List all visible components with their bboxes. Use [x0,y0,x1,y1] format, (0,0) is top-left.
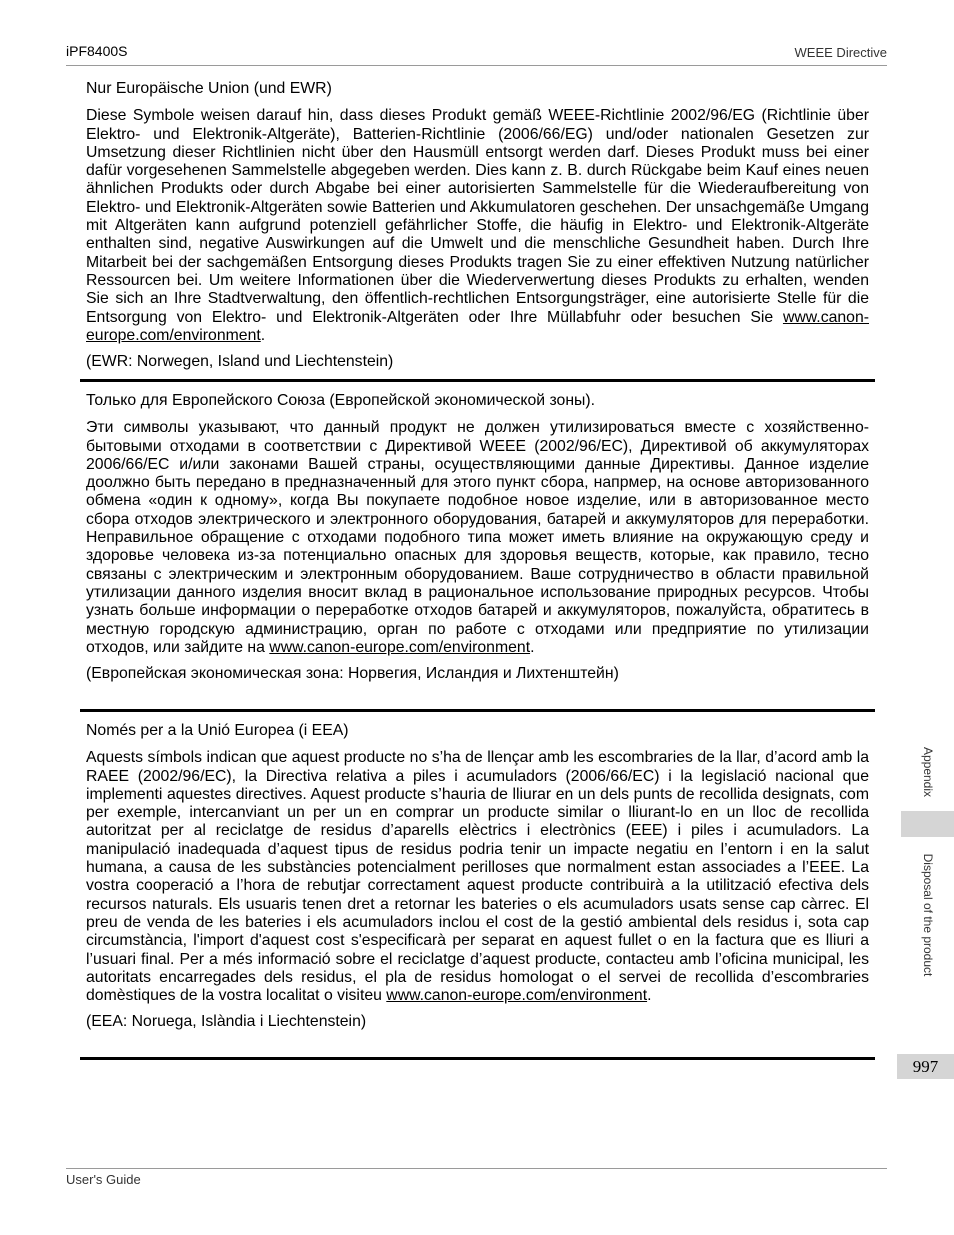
side-tab-marker [901,811,954,837]
section-note: (Европейская экономическая зона: Норвегия, Исландия и Лихтенштейн) [86,665,619,683]
side-tab-disposal[interactable]: Disposal of the product [921,853,935,977]
section-note: (EEA: Noruega, Islàndia i Liechtenstein) [86,1013,367,1031]
section-body: Diese Symbole weisen darauf hin, dass dieses Produkt gemäß WEEE-Richtlinie 2002/96/EG (Richtlinie über Elektro- und Elektronik-Altgeräte), Batterien-Richtlinie (2006/66/EG) und/oder nationalen Gesetzen zur Umsetzung dieser Richtlinien nicht über den Hausmüll entsorgt werden darf. Dieses Produkt muss bei einer dafür vorgesehenen Sammelstelle abgegeben werden. Dies kann z. B. durch Rückgabe beim Kauf eines neuen ähnlichen Produkts oder durch Abgabe bei einer autorisierten Sammelstelle für die Wiederaufbereitung von Elektro- und Elektronik-Altgeräten sowie Batterien und Akkumulatoren geschehen. Der unsachgemäße Umgang mit Altgeräten kann aufgrund potenziell gefährlicher Stoffe, die häufig in Elektro- und Elektronik-Altgeräte enthalten sind, negative Auswirkungen auf die Umwelt und die menschliche Gesundheit haben. Durch Ihre Mitarbeit bei der sachgemäßen Entsorgung dieses Produkts tragen Sie zu einer effektiven Nutzung natürlicher Ressourcen bei. Um weitere Informationen über die Wiederverwertung dieses Produkts zu erhalten, wenden Sie sich an Ihre Stadtverwaltung, den öffentlich-rechtlichen Entsorgungsträger, eine autorisierte Stelle für die Entsorgung von Elektro- und Elektronik-Altgeräten oder Ihre Müllabfuhr oder besuchen Sie www.canon-europe.com/environment. [86,107,869,344]
footer-divider [66,1168,887,1169]
section-russian [86,392,869,683]
environment-link[interactable]: www.canon-europe.com/environment [86,308,869,344]
section-heading: Només per a la Unió Europea (i EEA) [86,722,349,739]
footer-guide-title: User's Guide [66,1172,141,1187]
page-number: 997 [897,1054,954,1079]
section-body: Эти символы указывают, что данный продукт не должен утилизироваться вместе с хозяйственно-бытовыми отходами в соответствии с Директивой WEEE (2002/96/EC), Директивой об аккумуляторах 2006/66/EC и/или законами Вашей страны, осуществляющими данные Директивы. Данное изделие доолжно быть передано в предназначенный для этого пункт сбора, напрмер, на основе авторизованного обмена «один к одному», когда Вы покупаете подобное новое изделие, или в авторизованное место сбора отходов электрического и электронного оборудования, батарей и аккумуляторов для переработки. Неправильное обращение с отходами подобного типа может иметь влияние на окружающую среду и здоровье человека из-за потенциально опасных для здоровья веществ, которые, как правило, тесно связаны с электрическим и электронным оборудованием. Ваше сотрудничество в области правильной утилизации данного изделия вносит вклад в рациональное использование природных ресурсов. Чтобы узнать больше информации о переработке отходов батарей и аккумуляторов, пожалуйста, обратитесь в местную городскую администрацию, орган по работе с отходами или предприятие по утилизации отходов, или зайдите на www.canon-europe.com/environment. [86,419,869,656]
environment-link[interactable]: www.canon-europe.com/environment [269,638,531,656]
side-tab-appendix[interactable]: Appendix [921,746,935,798]
section-divider [80,1057,875,1060]
section-note: (EWR: Norwegen, Island und Liechtenstein) [86,353,394,371]
section-german [86,80,869,371]
section-body: Aquests símbols indican que aquest producte no s’ha de llençar amb les escombraries de la llar, d’acord amb la RAEE (2002/96/EC), la Directiva relativa a piles i acumuladors (2006/66/EC) i la legislació nacional que implementi aquestes directives. Aquest producte s’hauria de lliurar en un dels punts de recollida designats, com per exemple, intercanviant un per un en comprar un producte similar o lliurant-lo en un lloc de recollida autoritzat per al reciclatge de residus d’aparells elèctrics i electrònics (EEE) i piles i acumuladors. La manipulació inadequada d’aquest tipus de residus podria tenir un impacte negatiu en l’entorn i en la salut humana, a causa de les substàncies potencialment perilloses que normalment estan associades a l’EEE. La vostra cooperació a l’hora de rebutjar correctament aquest producte contribuirà a la utilització efectiva dels recursos naturals. Els usuaris tenen dret a retornar les bateries o els acumuladors usats sense cap càrrec. El preu de venda de les bateries i els acumuladors inclou el cost de la gestió ambiental dels residus i, sota cap circumstància, l'import d'aquest cost s'especificarà per separat en aquest fullet o en la factura que es lliuri a l’usuari final. Per a més informació sobre el reciclatge d’aquest producte, contacteu amb l’oficina municipal, les autoritats encarregades dels residus, el pla de residus homologat o el servei de recollida d’escombraries domèstiques de la vostra localitat o visiteu www.canon-europe.com/environment. [86,749,869,1005]
section-catalan [86,722,869,1032]
header-divider [66,65,887,66]
section-divider [80,379,875,382]
header-section-title: WEEE Directive [794,45,887,60]
header-model: iPF8400S [66,43,128,59]
section-heading: Nur Europäische Union (und EWR) [86,80,332,97]
environment-link[interactable]: www.canon-europe.com/environment [386,987,648,1005]
section-heading: Только для Европейского Союза (Европейской экономической зоны). [86,392,596,409]
section-divider [80,709,875,712]
